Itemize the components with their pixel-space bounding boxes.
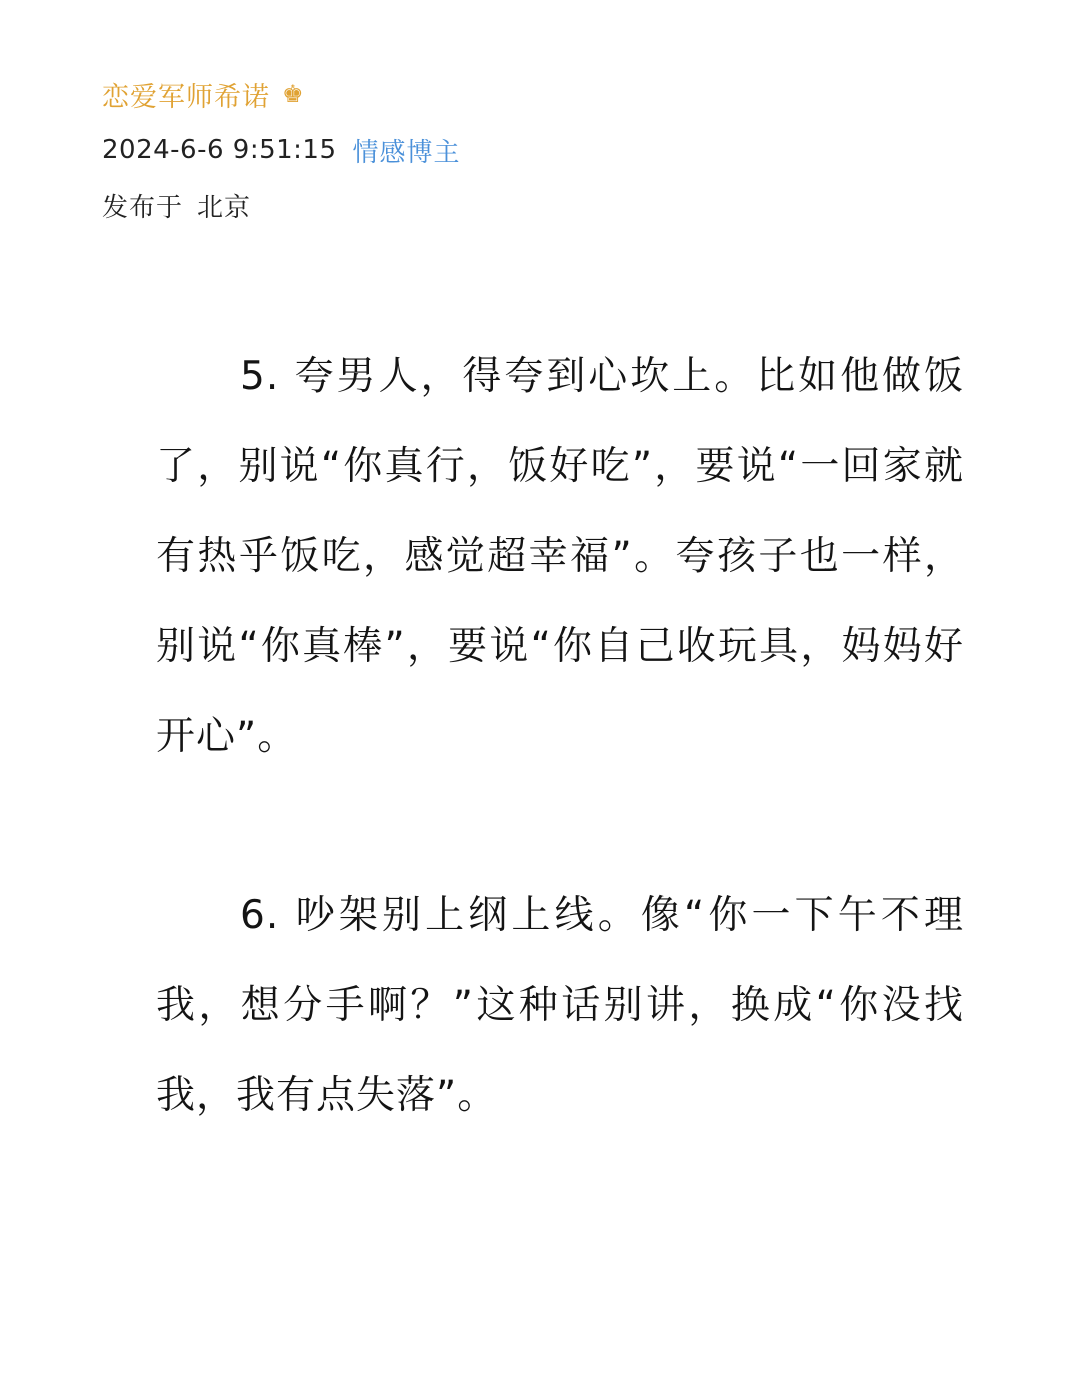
location-value: 北京 xyxy=(197,192,252,223)
content-paragraph: 6. 吵架别上纲上线。像“你一下午不理我，想分手啊？”这种话别讲，换成“你没找我，我有点失落”。 xyxy=(156,893,964,1118)
crown-icon: ♚ xyxy=(282,80,304,108)
meta-row xyxy=(102,128,1002,172)
author-row xyxy=(102,72,1002,116)
location-label: 发布于 xyxy=(102,192,184,223)
post-timestamp: 2024-6-6 9:51:15 xyxy=(102,135,337,165)
post-header xyxy=(102,72,1002,227)
content-paragraph: 5. 夸男人，得夸到心坎上。比如他做饭了，别说“你真行，饭好吃”，要说“一回家就有热乎饭吃，感觉超幸福”。夸孩子也一样，别说“你真棒”，要说“你自己收玩具，妈妈好开心”。 xyxy=(156,354,964,759)
author-tag[interactable]: 情感博主 xyxy=(352,137,461,168)
location-row xyxy=(102,183,1002,227)
author-name[interactable]: 恋爱军师希诺 xyxy=(102,81,270,113)
